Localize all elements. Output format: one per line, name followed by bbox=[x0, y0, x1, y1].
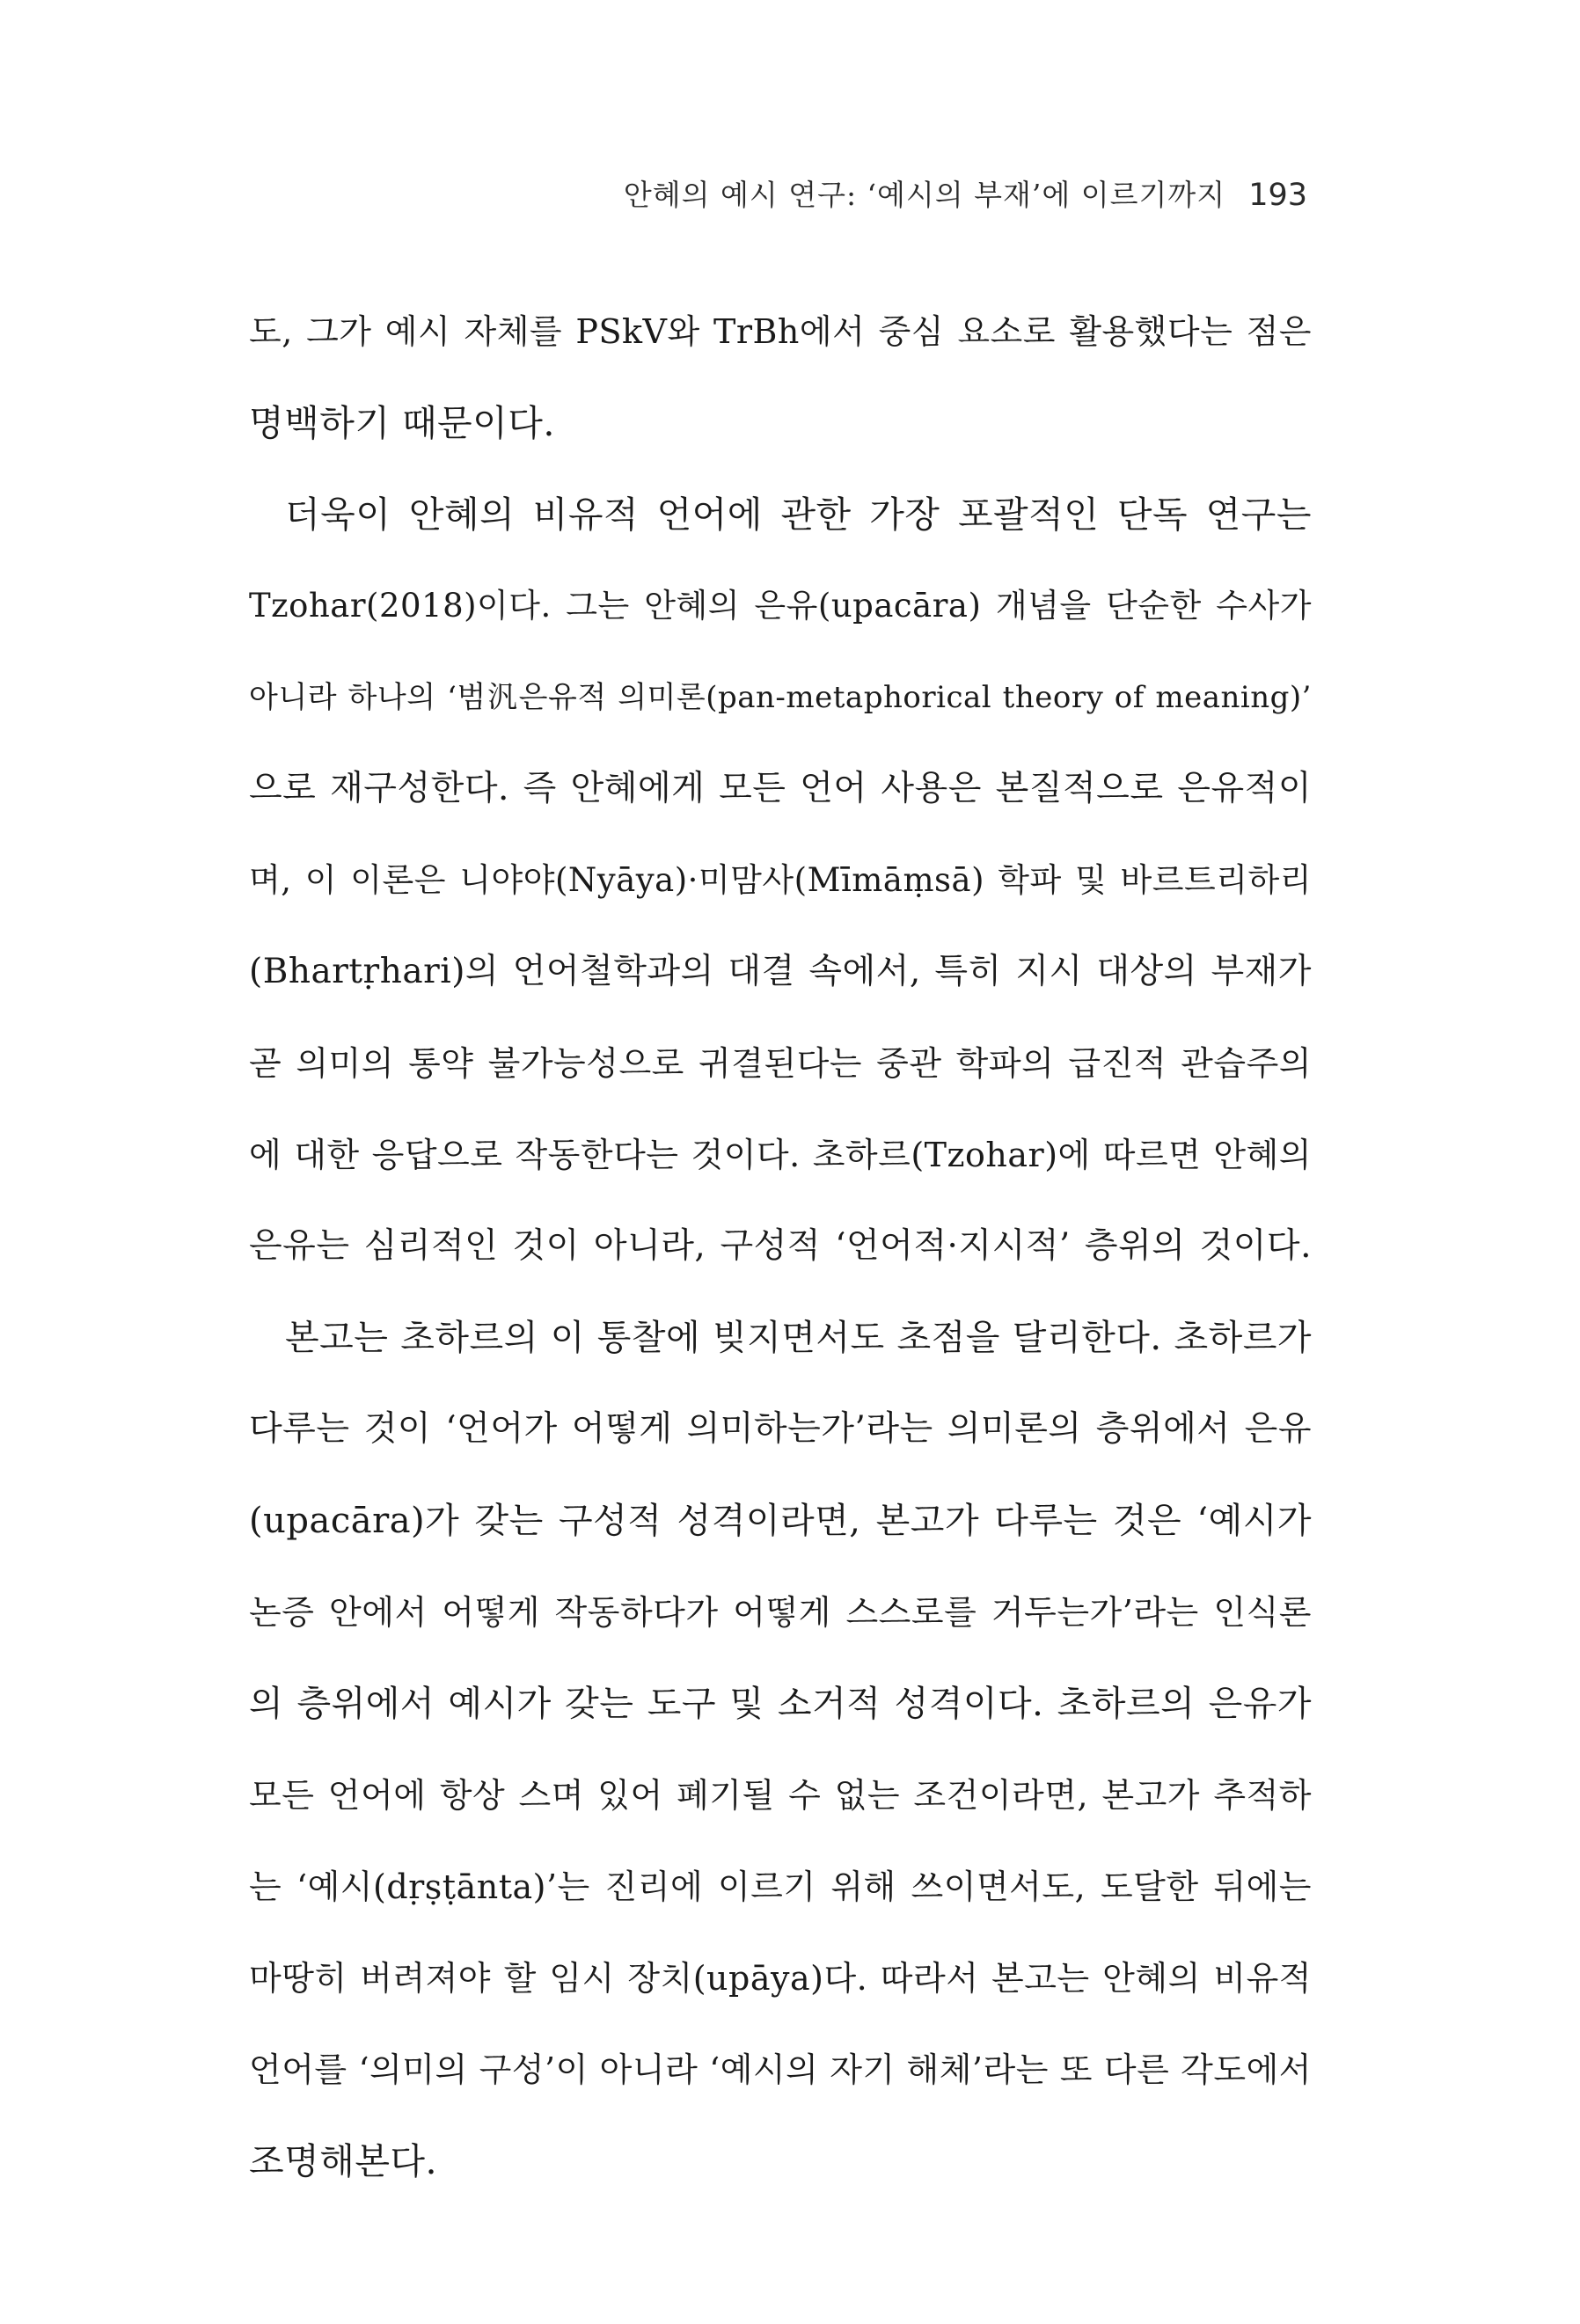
text-line: (upacāra)가 갖는 구성적 성격이라면, 본고가 다루는 것은 ‘예시가 bbox=[249, 1501, 1312, 1541]
text-line: Tzohar(2018)이다. 그는 안혜의 은유(upacāra) 개념을 단순한 수사가 bbox=[249, 587, 1312, 625]
text-line: 모든 언어에 항상 스며 있어 폐기될 수 없는 조건이라면, 본고가 추적하 bbox=[249, 1776, 1312, 1815]
text-line: 언어를 ‘의미의 구성’이 아니라 ‘예시의 자기 해체’라는 또 다른 각도에서 bbox=[249, 2050, 1312, 2089]
running-header-title: 안혜의 예시 연구: ‘예시의 부재’에 이르기까지 bbox=[623, 178, 1226, 212]
text-line: 명백하기 때문이다. bbox=[249, 402, 555, 444]
text-line: 의 층위에서 예시가 갖는 도구 및 소거적 성격이다. 초하르의 은유가 bbox=[249, 1684, 1312, 1724]
text-line: 본고는 초하르의 이 통찰에 빚지면서도 초점을 달리한다. 초하르가 bbox=[285, 1318, 1312, 1358]
text-line: 는 ‘예시(dṛṣṭānta)’는 진리에 이르기 위해 쓰이면서도, 도달한 뒤에는 bbox=[249, 1867, 1312, 1906]
body-text bbox=[249, 286, 1312, 2207]
text-line: 으로 재구성한다. 즉 안혜에게 모든 언어 사용은 본질적으로 은유적이 bbox=[249, 769, 1312, 808]
text-line: 은유는 심리적인 것이 아니라, 구성적 ‘언어적·지시적’ 층위의 것이다. bbox=[249, 1226, 1312, 1266]
text-line: 다루는 것이 ‘언어가 어떻게 의미하는가’라는 의미론의 층위에서 은유 bbox=[249, 1409, 1312, 1449]
text-line: 조명해본다. bbox=[249, 2140, 438, 2182]
text-line: 더욱이 안혜의 비유적 언어에 관한 가장 포괄적인 단독 연구는 bbox=[285, 493, 1312, 536]
text-line: (Bhartṛhari)의 언어철학과의 대결 속에서, 특히 지시 대상의 부재가 bbox=[249, 952, 1312, 991]
text-line: 곧 의미의 통약 불가능성으로 귀결된다는 중관 학파의 급진적 관습주의 bbox=[249, 1044, 1312, 1083]
text-line: 며, 이 이론은 니야야(Nyāya)·미맘사(Mīmāṃsā) 학파 및 바르트리하리 bbox=[249, 861, 1312, 899]
text-line: 마땅히 버려져야 할 임시 장치(upāya)다. 따라서 본고는 안혜의 비유적 bbox=[249, 1959, 1312, 1998]
running-header bbox=[624, 172, 1307, 214]
page-number: 193 bbox=[1248, 178, 1307, 213]
text-line: 도, 그가 예시 자체를 PSkV와 TrBh에서 중심 요소로 활용했다는 점은 bbox=[249, 312, 1312, 351]
text-line: 에 대한 응답으로 작동한다는 것이다. 초하르(Tzohar)에 따르면 안혜의 bbox=[249, 1136, 1312, 1174]
text-line: 논증 안에서 어떻게 작동하다가 어떻게 스스로를 거두는가’라는 인식론 bbox=[249, 1593, 1312, 1632]
text-line: 아니라 하나의 ‘범汎은유적 의미론(pan-metaphorical theory of meaning)’ bbox=[249, 680, 1312, 715]
